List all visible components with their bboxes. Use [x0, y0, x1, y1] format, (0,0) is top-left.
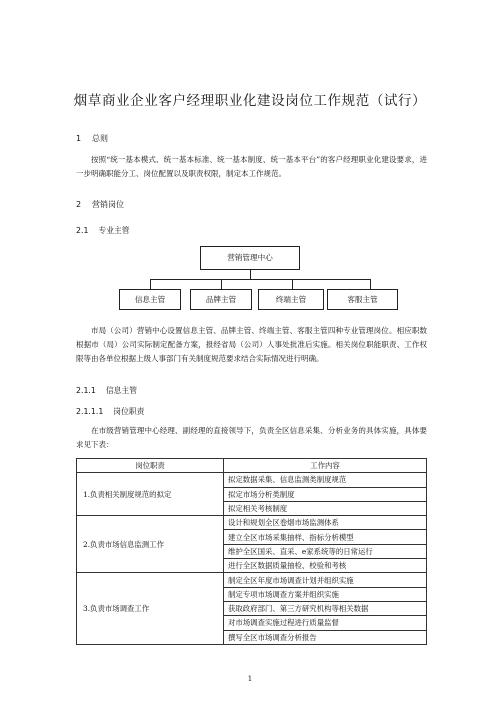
duty-cell: 2.负责市场信息监测工作 [77, 516, 224, 573]
content-cell: 设计和规划全区卷烟市场监测体系 [224, 516, 427, 530]
content-cell: 进行全区数据质量抽检、校验和考核 [224, 559, 427, 573]
section-number: 2.1.1 [76, 386, 96, 395]
org-connector [250, 270, 251, 279]
org-connector [370, 279, 371, 289]
duty-paragraph: 在市级营销管理中心经理、副经理的直接领导下，负责全区信息采集、分析业务的具体实施，具体要求见下表： [76, 426, 427, 449]
section-number: 1 [76, 134, 82, 143]
section-title: 信息主管 [105, 386, 138, 395]
org-child-box: 品牌主管 [190, 289, 252, 310]
table-header-row [77, 459, 427, 473]
org-child-box: 信息主管 [119, 289, 181, 310]
org-paragraph: 市局（公司）营销中心设置信息主管、品牌主管、终端主管、客服主管四种专业管理岗位。相应职数根据市（局）公司实际制定配备方案，报经省局（公司）人事处批准后实施。相关岗位职能职责、工作权限等由各单位根据上级人事部门有关制度规范要求结合实际情况进行明确。 [76, 326, 427, 363]
table-row [77, 516, 427, 530]
content-cell: 建立全区市场采集抽样、指标分析模型 [224, 530, 427, 544]
table-header-cell: 工作内容 [224, 459, 427, 473]
table-row [77, 573, 427, 587]
org-connector [150, 279, 151, 289]
content-cell: 撰写全区市场调查分析报告 [224, 630, 427, 644]
content-cell: 拟定市场分析类制度 [224, 487, 427, 501]
content-cell: 对市场调查实施过程进行质量监督 [224, 616, 427, 630]
section-2-heading [76, 199, 124, 210]
section-title: 岗位职责 [113, 407, 145, 416]
org-connector [150, 279, 371, 280]
section-title: 总则 [92, 134, 108, 143]
content-cell: 获取政府部门、第三方研究机构等相关数据 [224, 601, 427, 615]
duty-cell: 3.负责市场调查工作 [77, 573, 224, 644]
duty-table [76, 458, 427, 645]
content-cell: 拟定相关考核制度 [224, 501, 427, 515]
section-2-1-1-heading [76, 385, 137, 396]
section-2-1-heading [76, 225, 130, 236]
section-title: 专业主管 [98, 226, 130, 235]
org-child-box: 客服主管 [327, 289, 398, 310]
content-cell: 拟定数据采集、信息监测类制度规范 [224, 473, 427, 487]
content-cell: 维护全区国采、直采、e家系统等的日常运行 [224, 544, 427, 558]
content-cell: 制定全区年度市场调查计划并组织实施 [224, 573, 427, 587]
org-connector [221, 279, 222, 289]
section-number: 2.1.1.1 [76, 407, 104, 416]
content-cell: 制定专项市场调查方案并组织实施 [224, 587, 427, 601]
section-1-heading [76, 133, 108, 144]
table-header-cell: 岗位职责 [77, 459, 224, 473]
page-number: 1 [247, 675, 253, 683]
org-top-box: 营销管理中心 [200, 246, 300, 270]
section-1-paragraph: 按照“统一基本模式、统一基本标准、统一基本制度、统一基本平台”的客户经理职业化建设要求，进一步明确职能分工、岗位配置以及职责权限，制定本工作规范。 [76, 155, 427, 178]
org-child-box: 终端主管 [258, 289, 324, 310]
table-row [77, 473, 427, 487]
section-2-1-1-1-heading [76, 406, 144, 417]
org-connector [292, 279, 293, 289]
section-title: 营销岗位 [92, 200, 124, 209]
section-number: 2.1 [76, 226, 89, 235]
duty-cell: 1.负责相关制度规范的拟定 [77, 473, 224, 516]
document-title: 烟草商业企业客户经理职业化建设岗位工作规范（试行） [73, 93, 427, 109]
section-number: 2 [76, 200, 82, 209]
